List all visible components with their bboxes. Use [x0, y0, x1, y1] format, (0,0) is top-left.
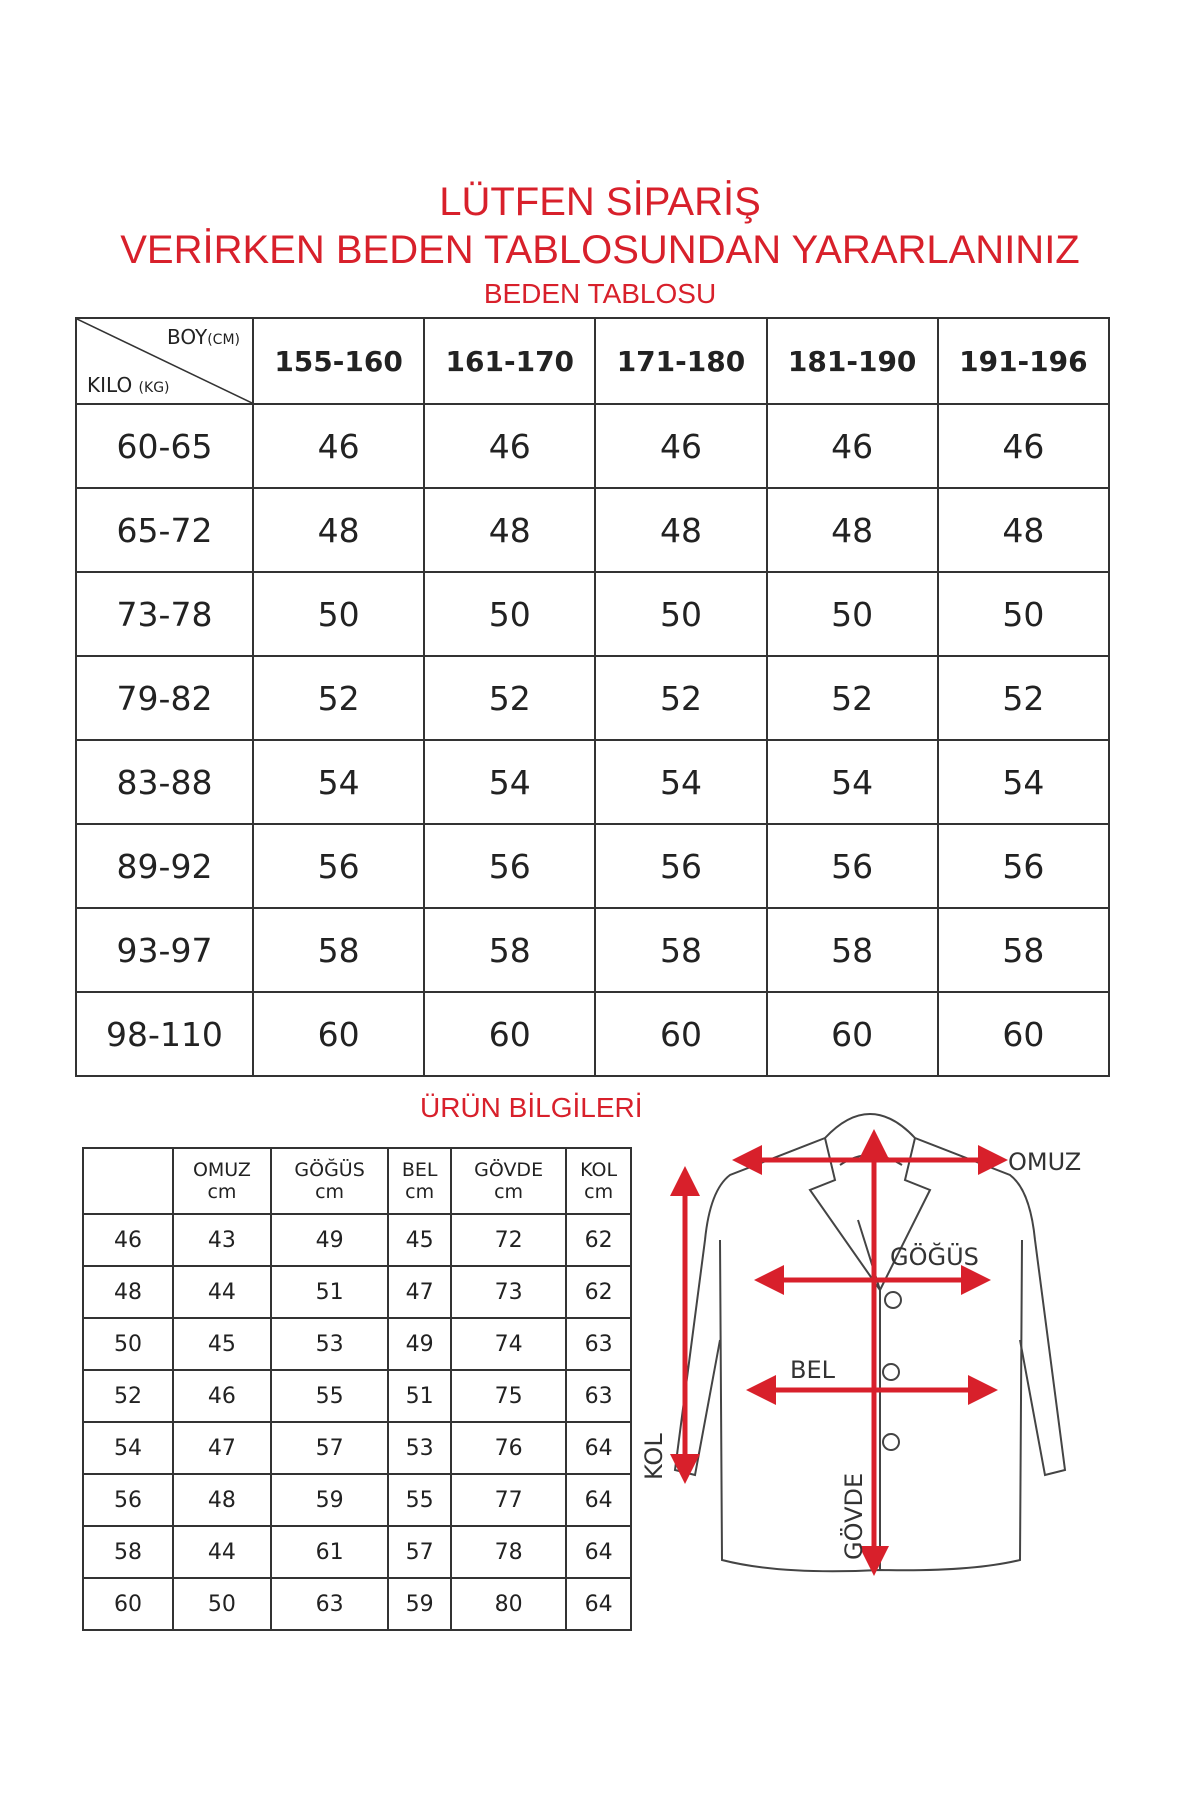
size-cell: 48: [938, 488, 1109, 572]
coat-buttons: [883, 1292, 901, 1450]
diagram-labels: [640, 1148, 1081, 1560]
weight-range-cell: 73-78: [76, 572, 253, 656]
product-info-title: ÜRÜN BİLGİLERİ: [420, 1092, 643, 1123]
size-table-title: BEDEN TABLOSU: [483, 278, 717, 309]
product-info-column-header: GÖVDE cm: [451, 1148, 566, 1214]
gogus-label: GÖĞÜS: [890, 1243, 979, 1271]
measurement-cell: 59: [271, 1474, 389, 1526]
size-cell: 54: [424, 740, 595, 824]
size-cell: 60: [595, 992, 766, 1076]
product-size-cell: 46: [83, 1214, 173, 1266]
product-info-table: [82, 1147, 632, 1631]
kol-label: KOL: [640, 1433, 668, 1480]
size-cell: 46: [424, 404, 595, 488]
product-size-cell: 58: [83, 1526, 173, 1578]
height-column-header: 171-180: [595, 318, 766, 404]
weight-range-cell: 89-92: [76, 824, 253, 908]
size-cell: 50: [595, 572, 766, 656]
size-cell: 54: [253, 740, 424, 824]
measurement-cell: 63: [271, 1578, 389, 1630]
size-cell: 54: [938, 740, 1109, 824]
product-size-cell: 48: [83, 1266, 173, 1318]
size-cell: 50: [253, 572, 424, 656]
product-info-row: [83, 1266, 631, 1318]
size-table-corner: [76, 318, 253, 404]
product-info-row: [83, 1318, 631, 1370]
measurement-cell: 63: [566, 1370, 631, 1422]
header-line-2: VERİRKEN BEDEN TABLOSUNDAN YARARLANINIZ: [120, 228, 1080, 272]
product-info-row: [83, 1578, 631, 1630]
height-column-header: 181-190: [767, 318, 938, 404]
measurement-cell: 75: [451, 1370, 566, 1422]
product-info-row: [83, 1474, 631, 1526]
size-cell: 60: [253, 992, 424, 1076]
size-cell: 46: [253, 404, 424, 488]
product-info-row: [83, 1526, 631, 1578]
size-table-row: [76, 404, 1109, 488]
measurement-cell: 80: [451, 1578, 566, 1630]
measurement-cell: 64: [566, 1526, 631, 1578]
size-cell: 54: [767, 740, 938, 824]
weight-range-cell: 93-97: [76, 908, 253, 992]
product-info-header-row: [83, 1148, 631, 1214]
measurement-cell: 51: [388, 1370, 451, 1422]
coat-measurement-diagram: [640, 1100, 1120, 1600]
measurement-cell: 77: [451, 1474, 566, 1526]
size-cell: 56: [938, 824, 1109, 908]
product-size-cell: 56: [83, 1474, 173, 1526]
size-cell: 52: [767, 656, 938, 740]
measurement-cell: 64: [566, 1578, 631, 1630]
product-info-row: [83, 1214, 631, 1266]
measurement-cell: 49: [271, 1214, 389, 1266]
height-column-header: 161-170: [424, 318, 595, 404]
product-info-column-header: BEL cm: [388, 1148, 451, 1214]
measurement-cell: 55: [388, 1474, 451, 1526]
size-cell: 56: [253, 824, 424, 908]
size-cell: 52: [938, 656, 1109, 740]
size-cell: 48: [253, 488, 424, 572]
size-cell: 50: [424, 572, 595, 656]
header-line-1: LÜTFEN SİPARİŞ: [439, 180, 761, 224]
size-cell: 46: [767, 404, 938, 488]
product-size-cell: 52: [83, 1370, 173, 1422]
coat-button: [883, 1364, 899, 1380]
measurement-cell: 64: [566, 1422, 631, 1474]
weight-range-cell: 60-65: [76, 404, 253, 488]
weight-range-cell: 79-82: [76, 656, 253, 740]
product-info-column-header: GÖĞÜS cm: [271, 1148, 389, 1214]
measurement-cell: 63: [566, 1318, 631, 1370]
size-cell: 56: [424, 824, 595, 908]
measurement-cell: 44: [173, 1266, 271, 1318]
measurement-cell: 49: [388, 1318, 451, 1370]
size-table-row: [76, 656, 1109, 740]
measurement-cell: 76: [451, 1422, 566, 1474]
measurement-cell: 45: [388, 1214, 451, 1266]
size-cell: 50: [767, 572, 938, 656]
product-info-column-header: OMUZ cm: [173, 1148, 271, 1214]
size-cell: 56: [767, 824, 938, 908]
weight-range-cell: 83-88: [76, 740, 253, 824]
measurement-cell: 45: [173, 1318, 271, 1370]
size-cell: 52: [595, 656, 766, 740]
height-column-header: 155-160: [253, 318, 424, 404]
measurement-cell: 62: [566, 1214, 631, 1266]
size-cell: 58: [767, 908, 938, 992]
size-cell: 50: [938, 572, 1109, 656]
size-cell: 60: [767, 992, 938, 1076]
measurement-cell: 53: [388, 1422, 451, 1474]
measurement-cell: 78: [451, 1526, 566, 1578]
product-size-cell: 60: [83, 1578, 173, 1630]
weight-range-cell: 98-110: [76, 992, 253, 1076]
product-info-corner: [83, 1148, 173, 1214]
kilo-label: KILO (KG): [87, 373, 170, 397]
bel-label: BEL: [790, 1356, 835, 1384]
product-info-column-header: KOL cm: [566, 1148, 631, 1214]
weight-range-cell: 65-72: [76, 488, 253, 572]
measurement-cell: 73: [451, 1266, 566, 1318]
size-table-row: [76, 488, 1109, 572]
omuz-label: OMUZ: [1008, 1148, 1082, 1176]
size-table: [75, 317, 1110, 1077]
size-cell: 52: [253, 656, 424, 740]
measurement-cell: 62: [566, 1266, 631, 1318]
product-size-cell: 50: [83, 1318, 173, 1370]
measurement-cell: 55: [271, 1370, 389, 1422]
boy-label: BOY(CM): [166, 325, 240, 349]
measurement-cell: 72: [451, 1214, 566, 1266]
measurement-cell: 44: [173, 1526, 271, 1578]
size-table-header-row: [76, 318, 1109, 404]
measurement-cell: 61: [271, 1526, 389, 1578]
measurement-cell: 50: [173, 1578, 271, 1630]
size-cell: 48: [424, 488, 595, 572]
product-info-row: [83, 1370, 631, 1422]
measurement-cell: 64: [566, 1474, 631, 1526]
govde-label: GÖVDE: [840, 1472, 868, 1560]
size-cell: 52: [424, 656, 595, 740]
measurement-cell: 57: [271, 1422, 389, 1474]
measurement-cell: 53: [271, 1318, 389, 1370]
coat-button: [885, 1292, 901, 1308]
size-cell: 58: [938, 908, 1109, 992]
coat-button: [883, 1434, 899, 1450]
size-table-row: [76, 740, 1109, 824]
measurement-cell: 43: [173, 1214, 271, 1266]
measurement-cell: 57: [388, 1526, 451, 1578]
measurement-cell: 74: [451, 1318, 566, 1370]
measurement-cell: 47: [173, 1422, 271, 1474]
size-table-row: [76, 992, 1109, 1076]
height-column-header: 191-196: [938, 318, 1109, 404]
size-cell: 46: [595, 404, 766, 488]
size-table-row: [76, 572, 1109, 656]
size-cell: 54: [595, 740, 766, 824]
measurement-cell: 48: [173, 1474, 271, 1526]
size-cell: 60: [938, 992, 1109, 1076]
size-cell: 58: [424, 908, 595, 992]
size-cell: 48: [595, 488, 766, 572]
measurement-cell: 46: [173, 1370, 271, 1422]
size-table-row: [76, 908, 1109, 992]
product-size-cell: 54: [83, 1422, 173, 1474]
size-cell: 60: [424, 992, 595, 1076]
size-cell: 48: [767, 488, 938, 572]
measurement-cell: 47: [388, 1266, 451, 1318]
size-cell: 58: [595, 908, 766, 992]
coat-outline: [675, 1114, 1065, 1571]
size-cell: 56: [595, 824, 766, 908]
size-cell: 46: [938, 404, 1109, 488]
size-cell: 58: [253, 908, 424, 992]
size-table-row: [76, 824, 1109, 908]
measurement-cell: 51: [271, 1266, 389, 1318]
product-info-row: [83, 1422, 631, 1474]
measurement-cell: 59: [388, 1578, 451, 1630]
